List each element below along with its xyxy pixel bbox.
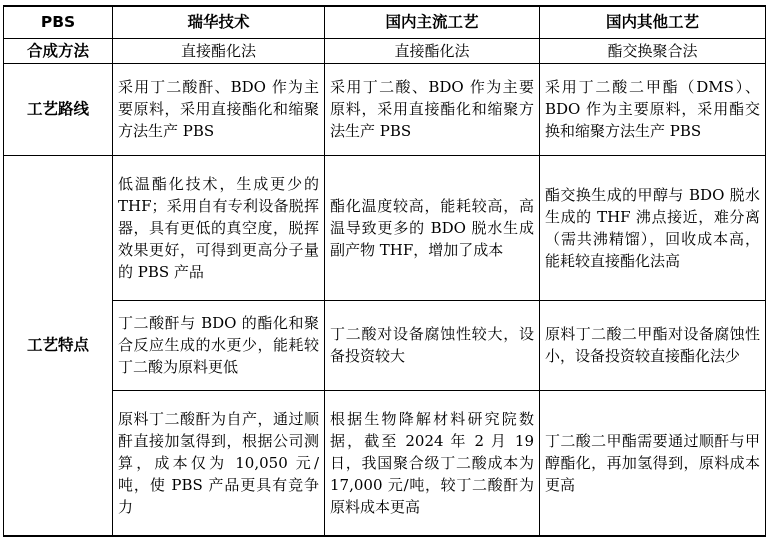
feature2-ruihua: 丁二酸酐与 BDO 的酯化和聚合反应生成的水更少，能耗较丁二酸为原料更低	[113, 300, 325, 390]
feature3-ruihua: 原料丁二酸酐为自产，通过顺酐直接加氢得到，根据公司测算，成本仅为 10,050 元/吨，使 PBS 产品更具有竞争力	[113, 390, 325, 536]
header-other: 国内其他工艺	[540, 6, 766, 38]
route-mainstream: 采用丁二酸、BDO 作为主要原料，采用直接酯化和缩聚方法生产 PBS	[325, 63, 540, 155]
feature-row-1	[4, 155, 766, 300]
header-row	[4, 6, 766, 38]
header-mainstream: 国内主流工艺	[325, 6, 540, 38]
route-ruihua: 采用丁二酸酐、BDO 作为主要原料，采用直接酯化和缩聚方法生产 PBS	[113, 63, 325, 155]
header-ruihua: 瑞华技术	[113, 6, 325, 38]
method-row	[4, 38, 766, 63]
feature2-other: 原料丁二酸二甲酯对设备腐蚀性小，设备投资较直接酯化法少	[540, 300, 766, 390]
pbs-process-comparison-table	[3, 5, 766, 537]
method-label: 合成方法	[4, 38, 113, 63]
feature2-mainstream: 丁二酸对设备腐蚀性较大，设备投资较大	[325, 300, 540, 390]
feature3-other: 丁二酸二甲酯需要通过顺酐与甲醇酯化，再加氢得到，原料成本更高	[540, 390, 766, 536]
feature3-mainstream: 根据生物降解材料研究院数据，截至 2024 年 2 月 19 日，我国聚合级丁二酸成本为 17,000 元/吨，较丁二酸酐为原料成本更高	[325, 390, 540, 536]
feature-label: 工艺特点	[4, 155, 113, 536]
feature1-other: 酯交换生成的甲醇与 BDO 脱水生成的 THF 沸点接近，难分离（需共沸精馏），回收成本高，能耗较直接酯化法高	[540, 155, 766, 300]
feature1-ruihua: 低温酯化技术，生成更少的 THF；采用自有专利设备脱挥器，具有更低的真空度，脱挥效果更好，可得到更高分子量的 PBS 产品	[113, 155, 325, 300]
method-mainstream: 直接酯化法	[325, 38, 540, 63]
method-ruihua: 直接酯化法	[113, 38, 325, 63]
route-other: 采用丁二酸二甲酯（DMS）、BDO 作为主要原料，采用酯交换和缩聚方法生产 PBS	[540, 63, 766, 155]
comparison-table-container	[3, 5, 765, 537]
feature1-mainstream: 酯化温度较高，能耗较高，高温导致更多的 BDO 脱水生成副产物 THF，增加了成本	[325, 155, 540, 300]
route-label: 工艺路线	[4, 63, 113, 155]
method-other: 酯交换聚合法	[540, 38, 766, 63]
header-pbs: PBS	[4, 6, 113, 38]
route-row	[4, 63, 766, 155]
feature-row-3	[4, 390, 766, 536]
feature-row-2	[4, 300, 766, 390]
